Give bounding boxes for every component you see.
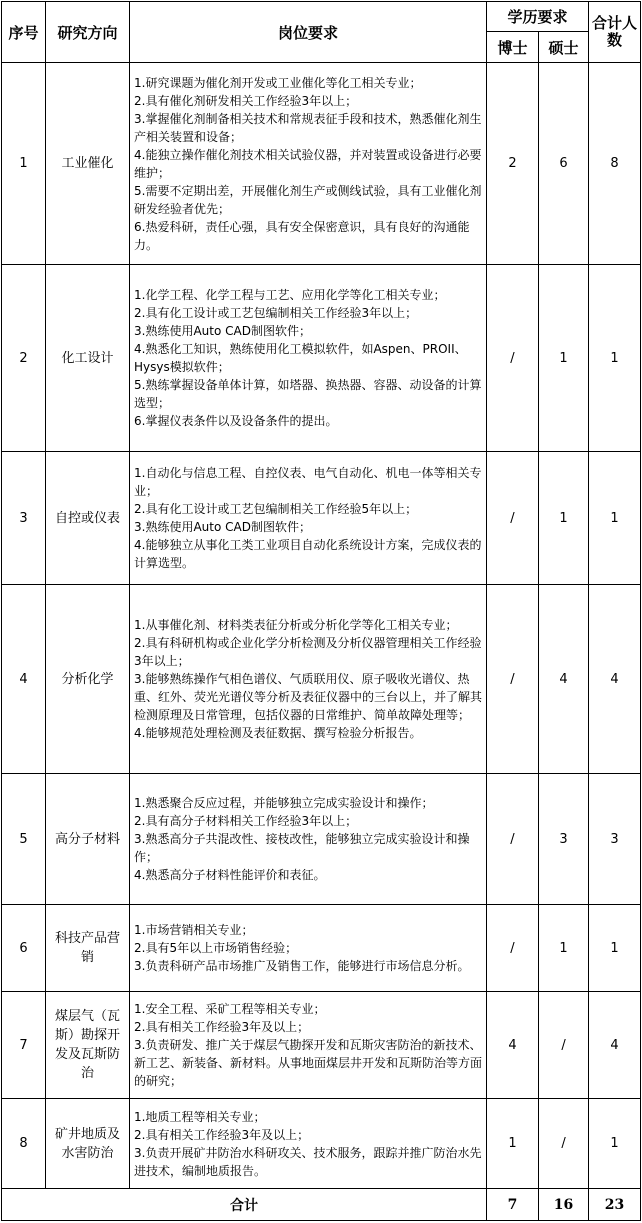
row-total: 1 (589, 265, 641, 452)
requirement-item: 1.市场营销相关专业； (134, 923, 254, 937)
requirement-item: 2.具有科研机构或企业化学分析检测及分析仪器管理相关工作经验3年以上； (134, 636, 482, 668)
row-total: 1 (589, 452, 641, 585)
row-requirements (130, 585, 487, 774)
requirement-item: 6.热爱科研，责任心强，具有安全保密意识，具有良好的沟通能力。 (134, 219, 470, 252)
row-phd: / (487, 905, 539, 992)
table-row (2, 1099, 641, 1189)
row-total: 1 (589, 1099, 641, 1189)
row-requirements (130, 905, 487, 992)
header-master: 硕士 (539, 32, 589, 63)
requirement-item: 2.具有相关工作经验3年及以上； (134, 1127, 310, 1142)
row-requirements (130, 1099, 487, 1189)
table-row (2, 452, 641, 585)
row-index: 7 (2, 992, 46, 1099)
row-requirements (130, 774, 487, 905)
requirement-item: 3.掌握催化剂制备相关技术和常规表征手段和技术，熟悉催化剂生产相关装置和设备； (134, 111, 482, 144)
header-requirements: 岗位要求 (130, 2, 487, 63)
row-phd: 1 (487, 1099, 539, 1189)
header-total: 合计人数 (589, 2, 641, 63)
total-row (2, 1189, 641, 1221)
table-row (2, 992, 641, 1099)
requirement-item: 1.从事催化剂、材料类表征分析或分析化学等化工相关专业； (134, 618, 458, 632)
row-phd: 2 (487, 63, 539, 265)
row-requirements (130, 265, 487, 452)
requirement-item: 2.具有高分子材料相关工作经验3年以上； (134, 814, 358, 828)
row-total: 4 (589, 585, 641, 774)
requirement-item: 4.能够独立从事化工类工业项目自动化系统设计方案，完成仪表的计算选型。 (134, 538, 482, 570)
requirement-item: 4.熟悉化工知识，熟练使用化工模拟软件，如Aspen、PROII、Hysys模拟软件； (134, 342, 467, 374)
requirement-item: 6.掌握仪表条件以及设备条件的提出。 (134, 414, 338, 428)
row-field: 科技产品营销 (46, 905, 130, 992)
requirement-item: 2.具有催化剂研发相关工作经验3年以上； (134, 93, 358, 108)
requirement-item: 4.熟悉高分子材料性能评价和表征。 (134, 868, 326, 882)
row-field: 自控或仪表 (46, 452, 130, 585)
row-phd: / (487, 265, 539, 452)
requirement-item: 3.熟练使用Auto CAD制图软件； (134, 324, 311, 338)
row-field: 煤层气（瓦斯）勘探开发及瓦斯防治 (46, 992, 130, 1099)
row-master: / (539, 992, 589, 1099)
row-field: 分析化学 (46, 585, 130, 774)
row-total: 3 (589, 774, 641, 905)
requirement-item: 1.地质工程等相关专业； (134, 1109, 266, 1124)
header-phd: 博士 (487, 32, 539, 63)
requirement-item: 3.负责科研产品市场推广及销售工作，能够进行市场信息分析。 (134, 959, 470, 973)
row-index: 3 (2, 452, 46, 585)
requirement-item: 4.能够规范处理检测及表征数据、撰写检验分析报告。 (134, 726, 422, 740)
row-phd: / (487, 452, 539, 585)
row-field: 化工设计 (46, 265, 130, 452)
total-label: 合计 (2, 1189, 487, 1221)
total-all: 23 (589, 1189, 641, 1221)
requirement-item: 3.能够熟练操作气相色谱仪、气质联用仪、原子吸收光谱仪、热重、红外、荧光光谱仪等分析及表征仪器中的三台以上，并了解其检测原理及日常管理，包括仪器的日常维护、简单故障处理等； (134, 672, 483, 722)
requirement-item: 1.自动化与信息工程、自控仪表、电气自动化、机电一体等相关专业； (134, 466, 482, 498)
requirement-item: 3.熟练使用Auto CAD制图软件； (134, 520, 311, 534)
row-requirements (130, 452, 487, 585)
row-total: 1 (589, 905, 641, 992)
row-index: 6 (2, 905, 46, 992)
requirement-item: 3.负责研发、推广关于煤层气勘探开发和瓦斯灾害防治的新技术、新工艺、新装备、新材料。从事地面煤层井开发和瓦斯防治等方面的研究； (134, 1038, 483, 1088)
row-total: 4 (589, 992, 641, 1099)
requirement-item: 4.能独立操作催化剂技术相关试验仪器，并对装置或设备进行必要维护； (134, 147, 482, 180)
requirement-item: 1.研究课题为催化剂开发或工业催化等化工相关专业； (134, 75, 422, 90)
row-phd: 4 (487, 992, 539, 1099)
header-index: 序号 (2, 2, 46, 63)
total-phd: 7 (487, 1189, 539, 1221)
table-row (2, 774, 641, 905)
requirement-item: 2.具有相关工作经验3年及以上； (134, 1020, 310, 1034)
row-index: 5 (2, 774, 46, 905)
row-phd: / (487, 585, 539, 774)
row-index: 1 (2, 63, 46, 265)
requirement-item: 1.熟悉聚合反应过程，并能够独立完成实验设计和操作； (134, 796, 434, 810)
row-requirements (130, 992, 487, 1099)
row-master: 1 (539, 905, 589, 992)
table-row (2, 905, 641, 992)
row-master: 3 (539, 774, 589, 905)
row-index: 8 (2, 1099, 46, 1189)
requirement-item: 3.熟悉高分子共混改性、接枝改性，能够独立完成实验设计和操作； (134, 832, 470, 864)
requirement-item: 2.具有化工设计或工艺包编制相关工作经验3年以上； (134, 306, 418, 320)
row-master: 4 (539, 585, 589, 774)
table-row (2, 265, 641, 452)
row-master: / (539, 1099, 589, 1189)
table-body (2, 63, 641, 1189)
requirement-item: 2.具有5年以上市场销售经验； (134, 941, 298, 955)
row-field: 工业催化 (46, 63, 130, 265)
row-master: 1 (539, 265, 589, 452)
table-row (2, 63, 641, 265)
header-field: 研究方向 (46, 2, 130, 63)
row-field: 矿井地质及水害防治 (46, 1099, 130, 1189)
row-field: 高分子材料 (46, 774, 130, 905)
total-master: 16 (539, 1189, 589, 1221)
row-requirements (130, 63, 487, 265)
table-row (2, 585, 641, 774)
row-phd: / (487, 774, 539, 905)
row-index: 2 (2, 265, 46, 452)
requirement-item: 5.需要不定期出差，开展催化剂生产或侧线试验，具有工业催化剂研发经验者优先； (134, 183, 482, 216)
recruitment-table (1, 1, 641, 1221)
requirement-item: 3.负责开展矿井防治水科研攻关、技术服务，跟踪并推广防治水先进技术，编制地质报告。 (134, 1145, 482, 1178)
requirement-item: 5.熟练掌握设备单体计算，如塔器、换热器、容器、动设备的计算选型； (134, 378, 482, 410)
row-total: 8 (589, 63, 641, 265)
row-index: 4 (2, 585, 46, 774)
row-master: 6 (539, 63, 589, 265)
row-master: 1 (539, 452, 589, 585)
header-degree: 学历要求 (487, 2, 589, 32)
requirement-item: 1.安全工程、采矿工程等相关专业； (134, 1002, 326, 1016)
requirement-item: 2.具有化工设计或工艺包编制相关工作经验5年以上； (134, 502, 418, 516)
requirement-item: 1.化学工程、化学工程与工艺、应用化学等化工相关专业； (134, 288, 446, 302)
